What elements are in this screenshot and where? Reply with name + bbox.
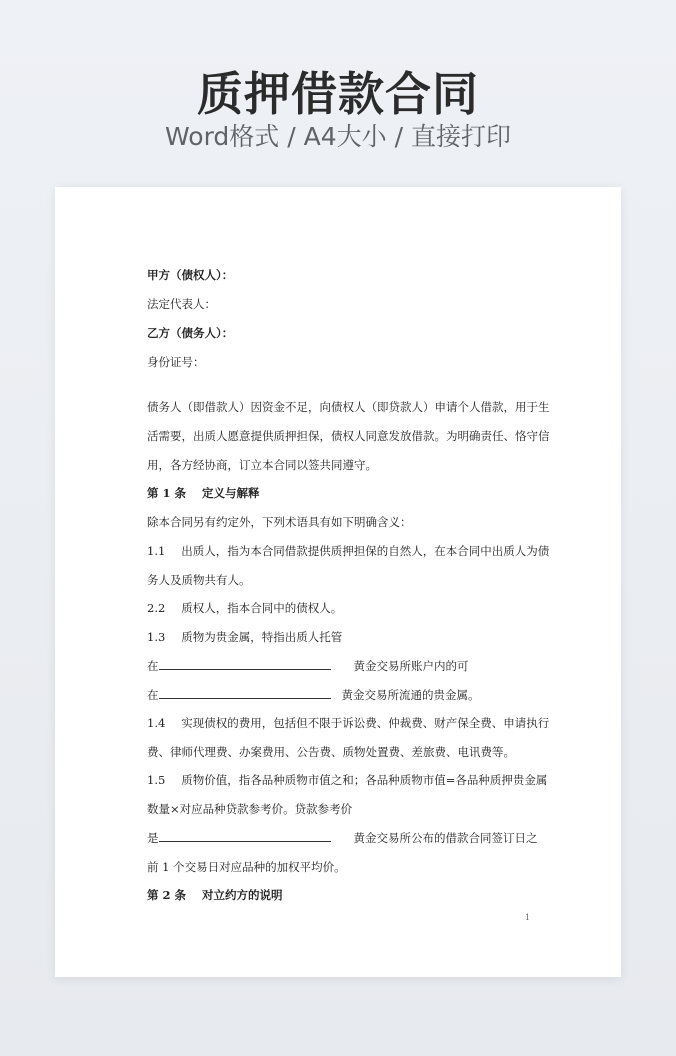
clause-2-2-text: 质权人，指本合同中的债权人。 — [181, 601, 343, 615]
clause-1-3-line3 — [147, 687, 480, 703]
article1-heading — [147, 485, 260, 501]
clause-1-4-text: 实现债权的费用，包括但不限于诉讼费、仲裁费、财产保全费、申请执行 — [181, 716, 550, 730]
clause-1-3-line2-post: 黄金交易所账户内的可 — [353, 659, 469, 673]
clause-1-5 — [147, 772, 547, 788]
clause-1-1-number: 1.1 — [147, 544, 166, 558]
clause-1-3-line3-post: 黄金交易所流通的贵金属。 — [341, 688, 480, 702]
clause-1-3-line3-pre: 在 — [147, 688, 159, 702]
clause-1-3-line2-pre: 在 — [147, 659, 159, 673]
article1-intro: 除本合同另有约定外，下列术语具有如下明确含义： — [147, 515, 412, 529]
clause-1-5-text: 质物价值，指各品种质物市值之和；各品种质物市值=各品种质押贵金属 — [181, 773, 548, 787]
banner-subtitle: Word格式 / A4大小 / 直接打印 — [165, 122, 511, 151]
preamble-line-2: 活需要，出质人愿意提供质押担保，债权人同意发放借款。为明确责任、恪守信 — [147, 429, 550, 443]
clause-1-4-cont: 费、律师代理费、办案费用、公告费、质物处置费、差旅费、电讯费等。 — [147, 745, 515, 759]
clause-1-3-line2 — [147, 658, 469, 674]
article1-title: 定义与解释 — [202, 486, 260, 500]
fill-blank-exchange-2[interactable] — [159, 687, 331, 699]
article1-number: 第 1 条 — [147, 486, 187, 500]
fill-blank-exchange-1[interactable] — [159, 658, 331, 670]
clause-1-5-line3-pre: 是 — [147, 831, 159, 845]
article2-heading — [147, 887, 283, 903]
legal-rep-label: 法定代表人： — [147, 297, 216, 311]
clause-1-1 — [147, 543, 549, 559]
article2-number: 第 2 条 — [147, 888, 187, 902]
clause-1-1-cont: 务人及质物共有人。 — [147, 573, 251, 587]
banner-title: 质押借款合同 — [197, 67, 479, 121]
clause-1-5-line3-post: 黄金交易所公布的借款合同签订日之 — [353, 831, 538, 845]
clause-2-2-number: 2.2 — [147, 601, 166, 615]
clause-1-1-text: 出质人，指为本合同借款提供质押担保的自然人，在本合同中出质人为债 — [181, 544, 550, 558]
clause-1-4-number: 1.4 — [147, 716, 166, 730]
preamble-line-3: 用，各方经协商，订立本合同以签共同遵守。 — [147, 458, 377, 472]
clause-1-5-line3 — [147, 830, 538, 846]
document-page — [55, 187, 621, 977]
article2-title: 对立约方的说明 — [202, 888, 283, 902]
page-number: 1 — [525, 913, 531, 922]
party-a-label: 甲方（债权人）： — [147, 268, 234, 282]
fill-blank-exchange-3[interactable] — [159, 830, 331, 842]
clause-1-5-line4: 前 1 个交易日对应品种的加权平均价。 — [147, 860, 346, 874]
preamble-line-1: 债务人（即借款人）因资金不足，向债权人（即贷款人）申请个人借款，用于生 — [147, 400, 550, 414]
party-b-label: 乙方（债务人）： — [147, 326, 234, 340]
clause-1-3-number: 1.3 — [147, 630, 166, 644]
clause-1-5-number: 1.5 — [147, 773, 166, 787]
clause-1-3-text: 质物为贵金属，特指出质人托管 — [181, 630, 343, 644]
id-label: 身份证号： — [147, 355, 205, 369]
clause-1-4 — [147, 715, 549, 731]
clause-1-3 — [147, 629, 342, 645]
clause-2-2 — [147, 600, 342, 616]
clause-1-5-line2: 数量×对应品种贷款参考价。贷款参考价 — [147, 802, 353, 816]
